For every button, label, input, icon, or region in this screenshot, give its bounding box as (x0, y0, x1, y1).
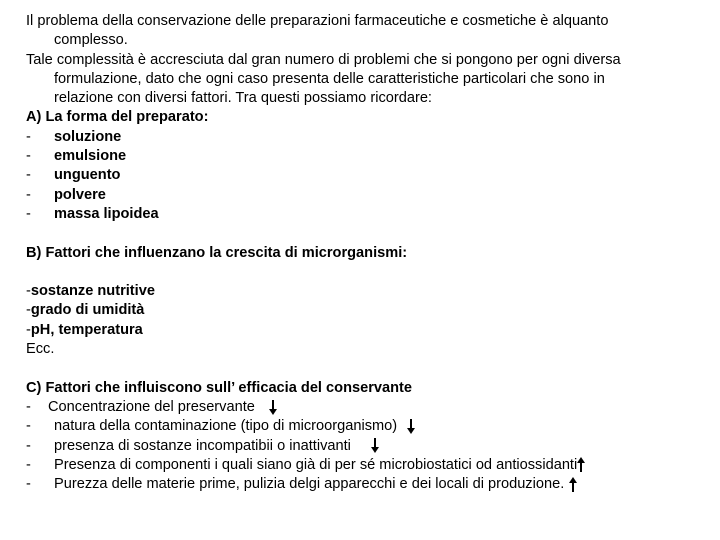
list-item: -sostanze nutritive (26, 283, 155, 300)
document-body (26, 12, 706, 494)
list-item: - Presenza di componenti i quali siano già di per sé microbiostatici od antiossidanti (26, 456, 706, 475)
section-c-heading: C) Fattori che influiscono sull’ efficacia del conservante (26, 379, 413, 396)
list-item: - presenza di sostanze incompatibii o inattivanti (26, 437, 706, 456)
intro-line: formulazione, dato che ogni caso presenta delle caratteristiche particolari che sono in (54, 70, 605, 87)
section-b-heading: B) Fattori che influenzano la crescita di microrganismi: (26, 244, 408, 261)
up-arrow-icon (569, 477, 577, 492)
list-item: - natura della contaminazione (tipo di microorganismo) (26, 417, 706, 436)
intro-line: Il problema della conservazione delle preparazioni farmaceutiche e cosmetiche è alquanto (26, 13, 609, 29)
down-arrow-icon (371, 438, 379, 453)
section-a-heading: A) La forma del preparato: (26, 109, 209, 126)
list-item: -pH, temperatura (26, 321, 143, 338)
list-item: - soluzione (26, 128, 122, 145)
down-arrow-icon (407, 419, 415, 434)
up-arrow-icon (577, 457, 585, 472)
list-item: - emulsione (26, 148, 127, 165)
list-item: - massa lipoidea (26, 205, 159, 222)
list-item: -grado di umidità (26, 302, 145, 319)
down-arrow-icon (269, 400, 277, 415)
etc-text: Ecc. (26, 341, 55, 358)
list-item: - Concentrazione del preservante (26, 398, 706, 417)
list-item: - polvere (26, 186, 106, 203)
list-item: - Purezza delle materie prime, pulizia delgi apparecchi e dei locali di produzione. (26, 475, 706, 494)
intro-line: Tale complessità è accresciuta dal gran numero di problemi che si pongono per ogni diversa (26, 51, 621, 68)
list-item: - unguento (26, 167, 121, 184)
intro-line: relazione con diversi fattori. Tra questi possiamo ricordare: (54, 90, 432, 107)
intro-line: complesso. (54, 32, 128, 49)
spacer (26, 224, 706, 243)
spacer (26, 359, 706, 378)
spacer (26, 263, 706, 282)
